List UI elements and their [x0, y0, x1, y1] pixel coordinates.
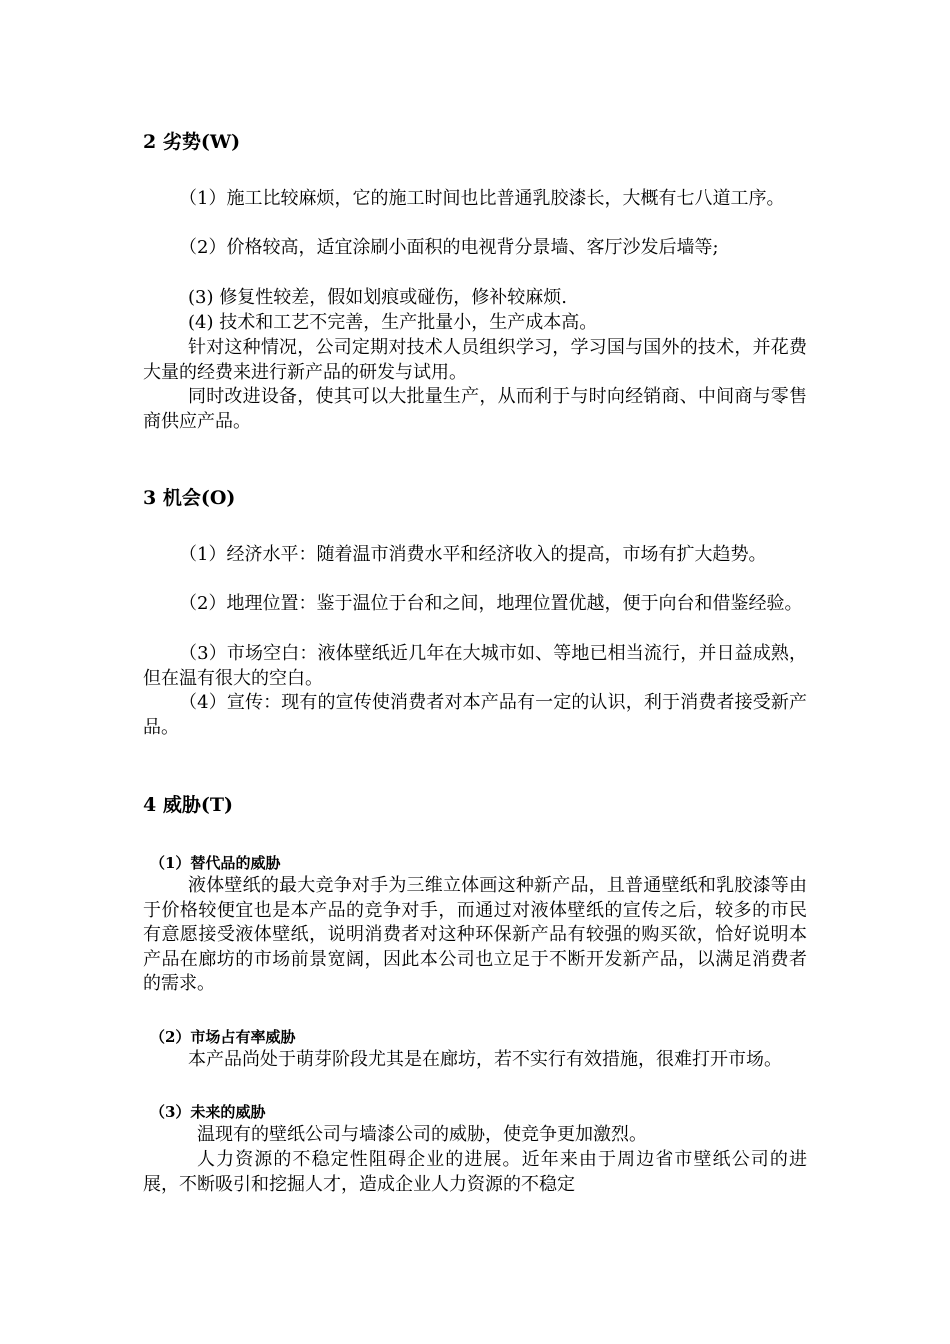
opportunity-item-2: （2）地理位置：鉴于温位于台和之间，地理位置优越，便于向台和借鉴经验。	[179, 593, 803, 614]
threat-paragraph-substitutes: 液体壁纸的最大竞争对手为三维立体画这种新产品，且普通壁纸和乳胶漆等由于价格较便宜也是本产品的竞争对手，而通过对液体壁纸的宣传之后，较多的市民有意愿接受液体壁纸，说明消费者对这种环保新产品有较强的购买欲，恰好说明本产品在廊坊的市场前景宽阔，因此本公司也立足于不断开发新产品，以满足消费者的需求。	[143, 875, 807, 994]
weakness-item-2: （2）价格较高，适宜涂刷小面积的电视背分景墙、客厅沙发后墙等;	[179, 237, 719, 258]
heading-threat: 4 威胁(T)	[143, 794, 233, 816]
threat-subheading-future: （3）未来的威胁	[150, 1103, 266, 1121]
threat-paragraph-market-share: 本产品尚处于萌芽阶段尤其是在廊坊，若不实行有效措施，很难打开市场。	[188, 1049, 782, 1070]
weakness-paragraph-response: 针对这种情况，公司定期对技术人员组织学习，学习国与国外的技术，并花费大量的经费来进行新产品的研发与试用。	[143, 337, 807, 383]
weakness-paragraph-improve: 同时改进设备，使其可以大批量生产，从而利于与时向经销商、中间商与零售商供应产品。	[143, 386, 807, 432]
threat-subheading-market-share: （2）市场占有率威胁	[150, 1028, 296, 1046]
heading-opportunity: 3 机会(O)	[143, 487, 236, 509]
threat-subheading-substitutes: （1）替代品的威胁	[150, 854, 281, 872]
threat-paragraph-hr: 人力资源的不稳定性阻碍企业的进展。近年来由于周边省市壁纸公司的进展，不断吸引和挖掘人才，造成企业人力资源的不稳定	[143, 1149, 807, 1195]
opportunity-item-1: （1）经济水平：随着温市消费水平和经济收入的提高，市场有扩大趋势。	[179, 544, 767, 565]
heading-weakness: 2 劣势(W)	[143, 131, 241, 153]
opportunity-item-3: （3）市场空白：液体壁纸近几年在大城市如、等地已相当流行，并日益成熟，但在温有很大的空白。	[143, 643, 807, 689]
threat-paragraph-competitors: 温现有的壁纸公司与墙漆公司的威胁，使竞争更加激烈。	[197, 1124, 647, 1145]
opportunity-item-4: （4）宣传：现有的宣传使消费者对本产品有一定的认识，利于消费者接受新产品。	[143, 692, 807, 738]
weakness-item-1: （1）施工比较麻烦，它的施工时间也比普通乳胶漆长，大概有七八道工序。	[179, 188, 785, 209]
weakness-item-3: (3) 修复性较差，假如划痕或碰伤，修补较麻烦.	[188, 287, 567, 308]
weakness-item-4: (4) 技术和工艺不完善，生产批量小，生产成本高。	[188, 312, 598, 333]
